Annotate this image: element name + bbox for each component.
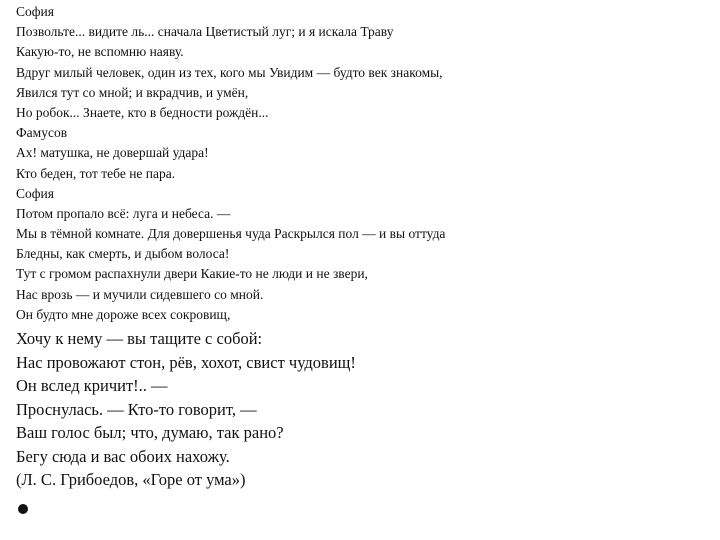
bullet-dot-icon [18,504,28,514]
document-text [16,0,706,492]
text-line: Бегу сюда и вас обоих нахожу. [16,446,230,466]
citation: (Л. С. Грибоедов, «Горе от ума») [16,470,246,489]
text-line: Но робок... Знаете, кто в бедности рождён... [16,104,269,120]
text-line: Он вслед кричит!.. — [16,376,168,395]
text-line: Ах! матушка, не довершай удара! [16,145,209,161]
text-line: Бледны, как смерть, и дыбом волоса! [16,246,230,262]
speaker-name: Фамусов [16,125,68,141]
text-line: Явился тут со мной; и вкрадчив, и умён, [16,84,249,100]
text-line: Нас врозь — и мучили сидевшего со мной. [16,286,264,302]
text-line: Вдруг милый человек, один из тех, кого мы Увидим — будто век знакомы, [16,64,443,80]
text-line: Какую-то, не вспомню наяву. [16,44,184,60]
text-line: Нас провожают стон, рёв, хохот, свист чудовищ! [16,352,356,372]
speaker-name: София [16,4,54,19]
text-line: Ваш голос был; что, думаю, так рано? [16,423,284,442]
text-line: Проснулась. — Кто-то говорит, — [16,399,257,419]
text-line: Хочу к нему — вы тащите с собой: [16,329,263,348]
text-line: Он будто мне дороже всех сокровищ, [16,306,231,322]
text-line: Позвольте... видите ль... сначала Цветистый луг; и я искала Траву [16,24,394,40]
text-line: Кто беден, тот тебе не пара. [16,165,176,181]
speaker-name: София [16,185,54,201]
text-line: Потом пропало всё: луга и небеса. — [16,205,231,221]
text-line: Мы в тёмной комнате. Для довершенья чуда Раскрылся пол — и вы оттуда [16,226,446,242]
text-line: Тут с громом распахнули двери Какие-то не люди и не звери, [16,266,368,282]
